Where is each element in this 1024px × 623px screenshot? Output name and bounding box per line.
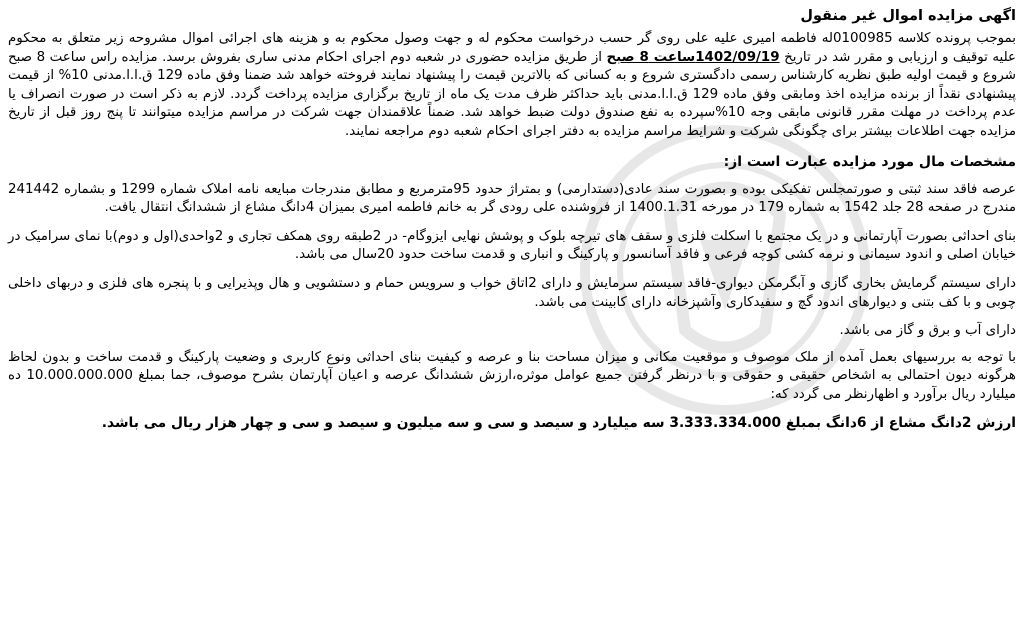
intro-paragraph bbox=[8, 30, 1016, 142]
specs-heading: مشخصات مال مورد مزایده عبارت است از: bbox=[723, 153, 1016, 170]
spec-paragraph-utilities: دارای آب و برق و گاز می باشد. bbox=[839, 323, 1016, 339]
spec-paragraph-facilities: دارای سیستم گرمایش بخاری گازی و آبگرمکن دیواری-فاقد سیستم سرمایش و دارای 2اتاق خواب و سرویس حمام و دستشویی و هال وپذیرایی و با پنجره های فلزی و دربهای داخلی چوبی و با کف بتنی و دیوارهای اندود گچ و سفیدکاری وآشپزخانه دارای کابینت می باشد. bbox=[8, 275, 1016, 310]
spec-paragraph-valuation: با توجه به بررسیهای بعمل آمده از ملک موصوف و موقعیت مکانی و میزان مساحت بنا و عرصه و کیفیت بنای احداثی ونوع کاربری و وضعیت پارکینگ و قدمت ساخت و بدون لحاظ هرگونه دیون احتمالی به اشخاص حقیقی و حقوقی و با درنظر گرفتن جمیع عوامل موثره،ارزش ششدانگ عرصه و اعیان آپارتمان بشرح موصوف، جما بمبلغ 10.000.000.000 ده میلیارد ریال برآورد و اظهارنظر می گردد که: bbox=[8, 349, 1016, 402]
intro-text-part1: بموجب پرونده کلاسه 0100985له فاطمه امیری علیه علی روی گر حسب درخواست محکوم له و جهت وصول محکوم به و هزینه های اجرائی اموال مشروحه زیر متعلق به محکوم علیه توقیف و ارزیابی و مقرر شد در تاریخ bbox=[8, 31, 1017, 65]
spec-paragraph-land: عرصه فاقد سند ثبتی و صورتمجلس تفکیکی بوده و بصورت سند عادی(دستدارمی) و بمتراژ حدود 95مترمربع و مطابق مندرجات مبایعه نامه املاک شماره 1299 و بشماره 241442 مندرج در صفحه 28 جلد 1542 به شماره 179 در مورخه 1400.1.31 از فروشنده علی رودی گر به خانم فاطمه امیری بمیزان 4دانگ مشاع از ششدانگ انتقال یافت. bbox=[8, 181, 1016, 216]
auction-time: ساعت 8 صبح bbox=[606, 49, 696, 65]
notice-content bbox=[8, 6, 1016, 433]
spec-paragraph-building: بنای احداثی بصورت آپارتمانی و در یک مجتمع با اسکلت فلزی و سقف های تیرچه بلوک و پوشش نهایی ایزوگام- در 2طبقه روی همکف تجاری و 2واحدی(اول و دوم)با نمای سرامیک در خیابان اصلی و اندود سیمانی و نرمه کشی کوچه فرعی و فاقد آسانسور و پارکینگ و انباری و قدمت ساخت حدود 20سال می باشد. bbox=[8, 228, 1016, 263]
intro-text-part2: از طریق مزایده حضوری در شعبه دوم اجرای احکام مدنی ساری بفروش برسد. مزایده راس ساعت 8 صبح شروع و قیمت اولیه طبق نظریه کارشناس رسمی دادگستری شروع و به کسانی که بالاترین قیمت را پیشنهاد نمایند فروخته خواهد شد ضمنا وفق ماده 129 ق.ا.ا.مدنی 10% از قیمت پیشنهادی نقداً از برنده مزایده اخذ وما‌بقی وفق ماده 129 ق.ا.ا.مدنی باید حداکثر ظرف مدت یک ماه از تاریخ برگزاری مزایده پرداخت گردد. لازم به ذکر است در صورت انصراف یا عدم پرداخت در مهلت مقرر قانونی مابقی وجه 10%سپرده به نفع صندوق دولت ضبط خواهد شد. ضمناً علاقمندان جهت شرکت در مراسم مزایده میتوانند تا پنج روز قبل از تاریخ مزایده جهت اطلاعات بیشتر برای چگونگی شرکت و شرایط مراسم مزایده به دفتر اجرای احکام شعبه دوم مراجعه نمایند. bbox=[8, 49, 1017, 139]
notice-title: اگهی مزایده اموال غیر منقول bbox=[800, 8, 1016, 24]
auction-date: 1402/09/19 bbox=[695, 49, 780, 65]
final-value-statement: ارزش 2دانگ مشاع از 6دانگ بمبلغ 3.333.334.000 سه میلیارد و سیصد و سی و سه میلیون و سیصد و سی و چهار هزار ریال می باشد. bbox=[101, 414, 1016, 431]
